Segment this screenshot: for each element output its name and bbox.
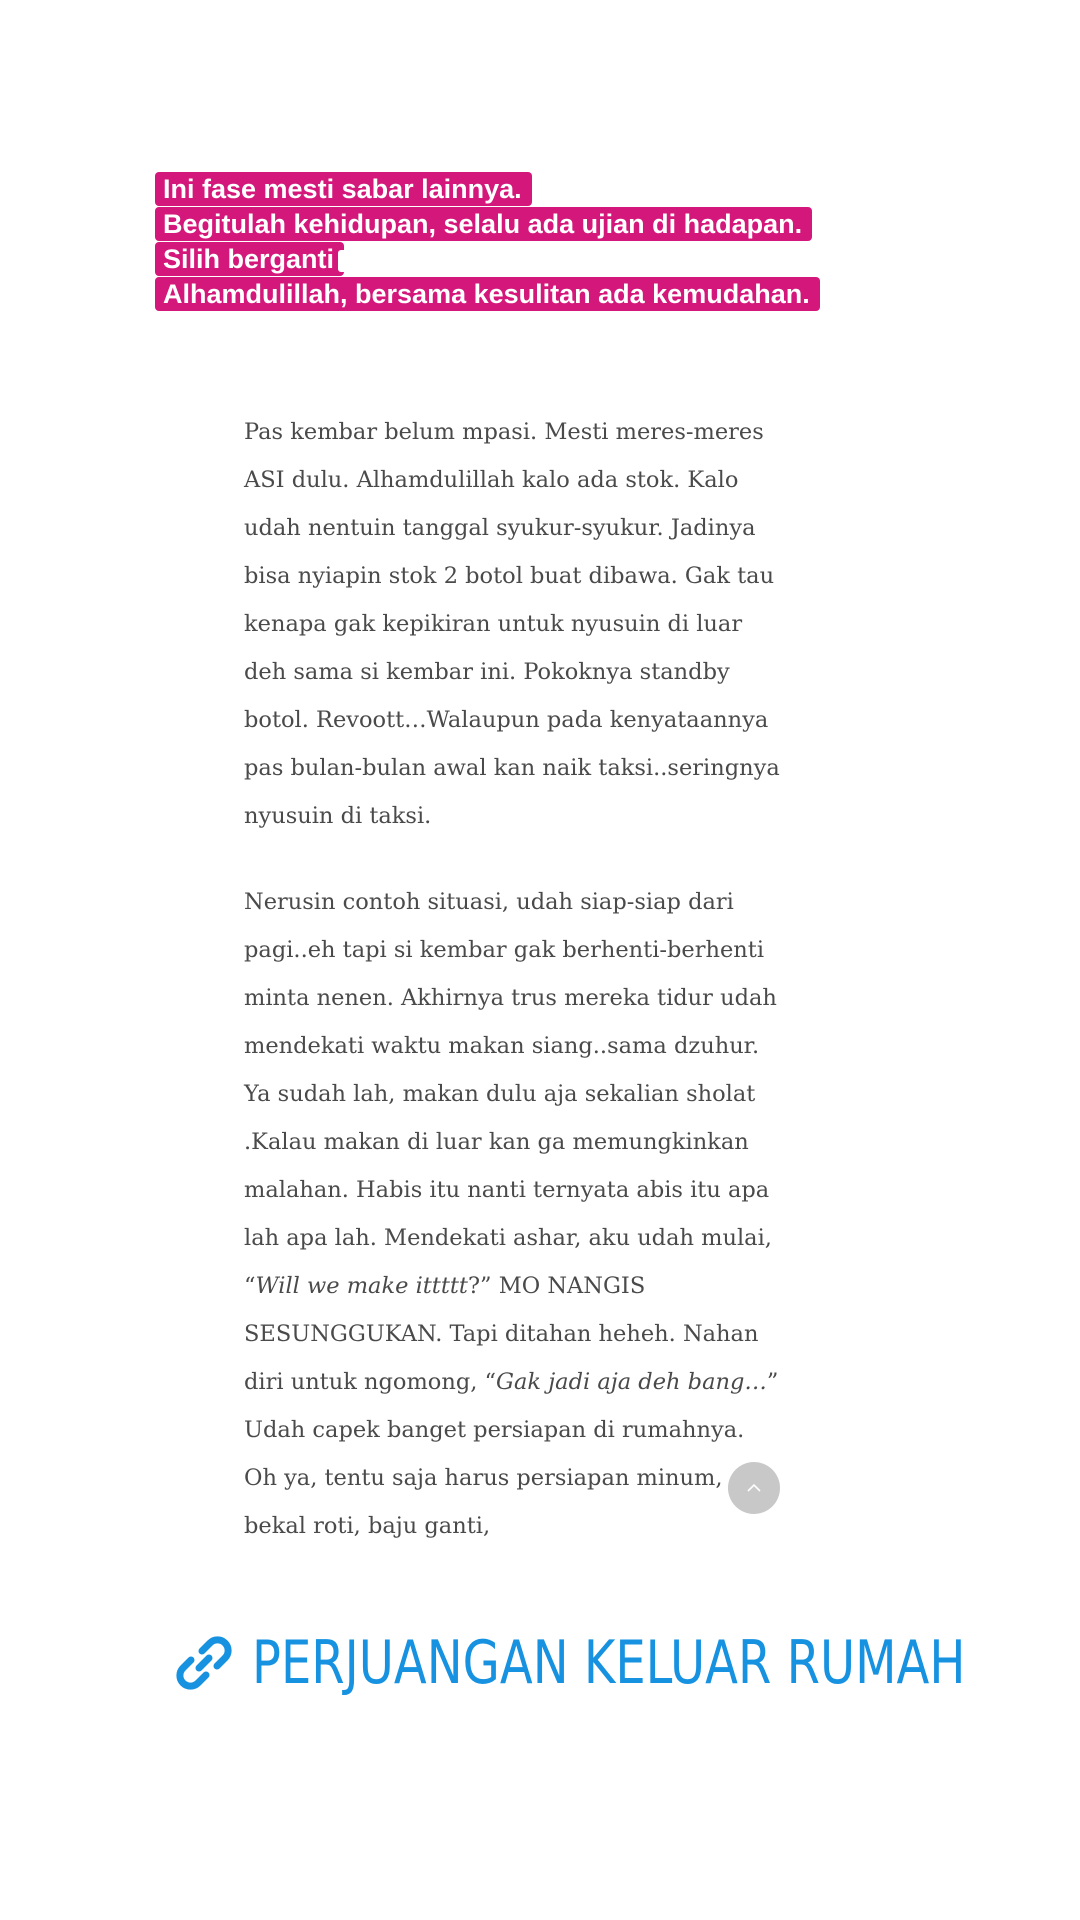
quote-line: Alhamdulillah, bersama kesulitan ada kemudahan.: [155, 277, 820, 311]
paragraph-text: ” Udah capek banget persiapan di rumahnya. Oh ya, tentu saja harus persiapan minum, bekal roti, baju ganti,: [244, 1369, 779, 1539]
article-paragraph: Pas kembar belum mpasi. Mesti meres-meres ASI dulu. Alhamdulillah kalo ada stok. Kalo udah nentuin tanggal syukur-syukur. Jadinya bisa nyiapin stok 2 botol buat dibawa. Gak tau kenapa gak kepikiran untuk nyusuin di luar deh sama si kembar ini. Pokoknya standby botol. Revoott…Walaupun pada kenyataannya pas bulan-bulan awal kan naik taksi..seringnya nyusuin di taksi.: [244, 419, 780, 829]
italic-text: Gak jadi aja deh bang…: [496, 1369, 767, 1395]
chevron-up-icon: [746, 1483, 762, 1493]
article-body: [244, 408, 784, 1588]
section-heading[interactable]: [172, 1628, 1080, 1698]
quote-line: Ini fase mesti sabar lainnya.: [155, 172, 532, 206]
section-title: PERJUANGAN KELUAR RUMAH: [252, 1628, 966, 1698]
paragraph-text: ?” MO NANGIS SESUNGGUKAN. Tapi ditahan heheh. Nahan diri untuk ngomong, “: [244, 1273, 759, 1395]
highlighted-quote: [155, 172, 875, 312]
quote-gap: [338, 250, 376, 272]
quote-line: Silih berganti: [155, 242, 344, 276]
scroll-to-top-button[interactable]: [728, 1462, 780, 1514]
quote-line: Begitulah kehidupan, selalu ada ujian di hadapan.: [155, 207, 812, 241]
article-paragraph: [244, 878, 784, 1550]
paragraph-text: Nerusin contoh situasi, udah siap-siap dari pagi..eh tapi si kembar gak berhenti-berhenti minta nenen. Akhirnya trus mereka tidur udah mendekati waktu makan siang..sama dzuhur. Ya sudah lah, makan dulu aja sekalian sholat .Kalau makan di luar kan ga memungkinkan malahan. Habis itu nanti ternyata abis itu apa lah apa lah. Mendekati ashar, aku udah mulai, “: [244, 889, 777, 1299]
link-icon: [172, 1631, 236, 1695]
italic-text: Will we make ittttt: [255, 1273, 468, 1299]
